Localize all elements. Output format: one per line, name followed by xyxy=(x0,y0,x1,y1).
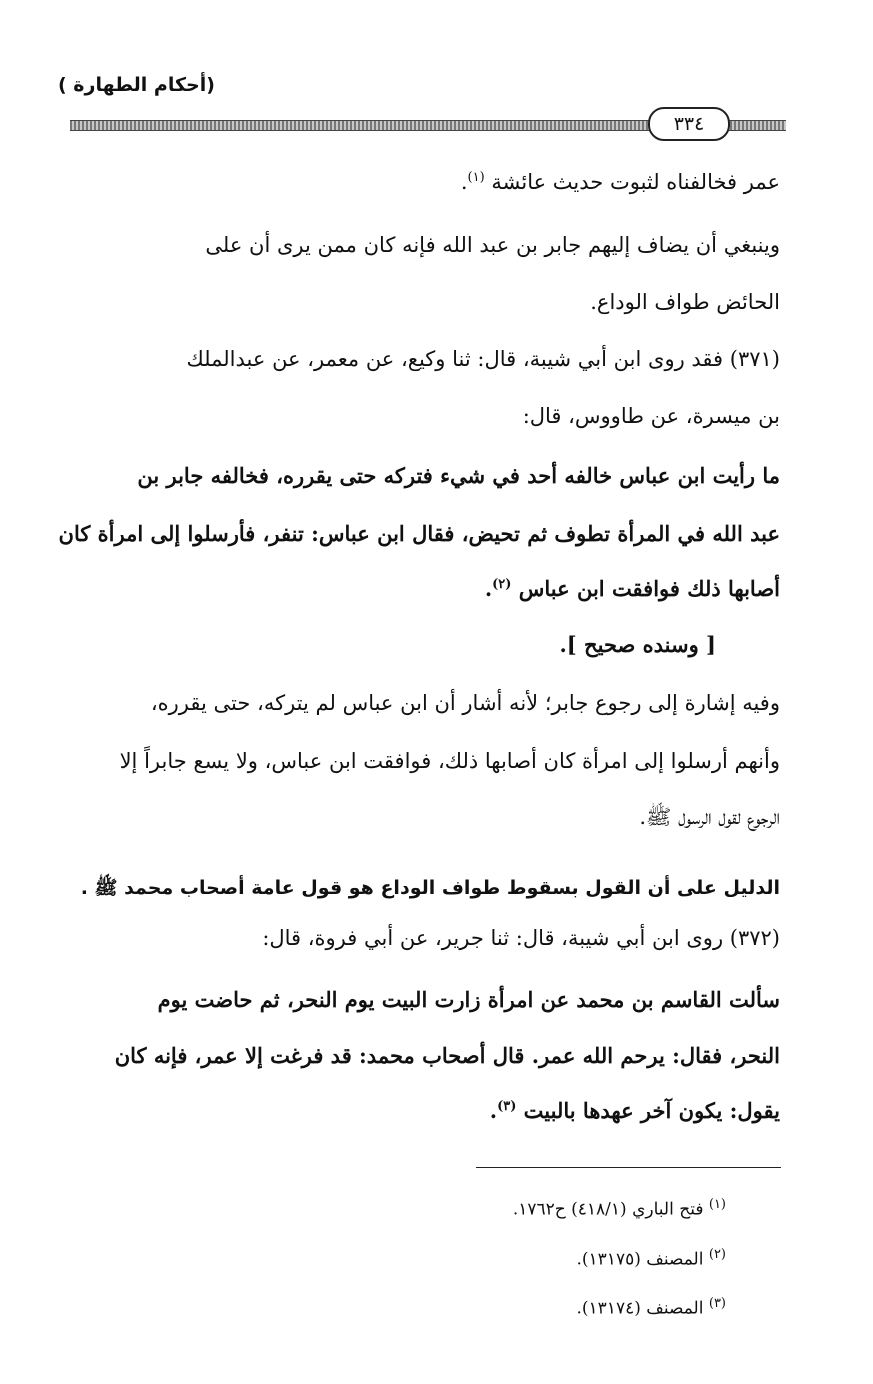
footnote-number: (٣) xyxy=(708,1296,726,1311)
footnote-number: (٢) xyxy=(708,1247,726,1262)
hadith-number-line: (٣٧١) فقد روى ابن أبي شيبة، قال: ثنا وكيع، عن معمر، عن عبدالملك xyxy=(186,347,780,371)
footnote-text: المصنف (١٣١٧٥). xyxy=(576,1249,704,1270)
body-line-text: يقول: يكون آخر عهدها بالبيت xyxy=(523,1098,780,1123)
body-line: وينبغي أن يضاف إليهم جابر بن عبد الله فإنه كان ممن يرى أن على xyxy=(205,233,780,257)
hadith-text-line: النحر، فقال: يرحم الله عمر. قال أصحاب محمد: قد فرغت إلا عمر، فإنه كان xyxy=(114,1043,780,1068)
body-line-text: عمر فخالفناه لثبوت حديث عائشة xyxy=(491,170,780,194)
running-head-title: (أحكام الطهارة ) xyxy=(58,74,215,96)
body-line: بن ميسرة، عن طاووس، قال: xyxy=(522,404,780,428)
body-line: وفيه إشارة إلى رجوع جابر؛ لأنه أشار أن ابن عباس لم يتركه، حتى يقرره، xyxy=(150,691,780,715)
section-heading: الدليل على أن القول بسقوط طواف الوداع هو قول عامة أصحاب محمد ﷺ . xyxy=(80,877,780,899)
footnote-marker: (٢) xyxy=(492,577,512,592)
hadith-number-line: (٣٧٢) روى ابن أبي شيبة، قال: ثنا جرير، عن أبي فروة، قال: xyxy=(262,926,780,950)
grading-note: [ وسنده صحيح ]. xyxy=(559,632,716,657)
footnote-number: (١) xyxy=(708,1197,726,1212)
body-line: الحائض طواف الوداع. xyxy=(590,290,780,314)
footnote xyxy=(420,1291,726,1322)
body-line: الرجوع لقول الرسول ﷺ. xyxy=(639,805,780,829)
footnote-text: المصنف (١٣١٧٤). xyxy=(576,1298,704,1319)
sentence-period: . xyxy=(489,1098,498,1123)
hadith-text-line xyxy=(66,576,780,601)
hadith-text-line: عبد الله في المرأة تطوف ثم تحيض، فقال ابن عباس: تنفر، فأرسلوا إلى امرأة كان xyxy=(58,521,780,546)
footnote-separator xyxy=(476,1167,781,1168)
hadith-text-line: سألت القاسم بن محمد عن امرأة زارت البيت يوم النحر، ثم حاضت يوم xyxy=(157,987,780,1012)
footnote-marker: (٣) xyxy=(497,1099,517,1114)
page-number: ٣٣٤ xyxy=(648,107,730,141)
sentence-period: . xyxy=(460,170,468,194)
body-line-text: أصابها ذلك فوافقت ابن عباس xyxy=(518,576,780,601)
footnote-text: فتح الباري (٤١٨/١) ح١٧٦٢. xyxy=(512,1199,704,1220)
hadith-text-line: ما رأيت ابن عباس خالفه أحد في شيء فتركه حتى يقرره، فخالفه جابر بن xyxy=(137,463,780,488)
sentence-period: . xyxy=(484,576,493,601)
footnote-marker: (١) xyxy=(467,170,485,185)
body-line: وأنهم أرسلوا إلى امرأة كان أصابها ذلك، فوافقت ابن عباس، ولا يسع جابراً إلا xyxy=(119,749,780,773)
footnote xyxy=(420,1242,726,1273)
hadith-text-line xyxy=(66,1098,780,1123)
body-line xyxy=(66,170,780,194)
footnote xyxy=(420,1192,726,1223)
